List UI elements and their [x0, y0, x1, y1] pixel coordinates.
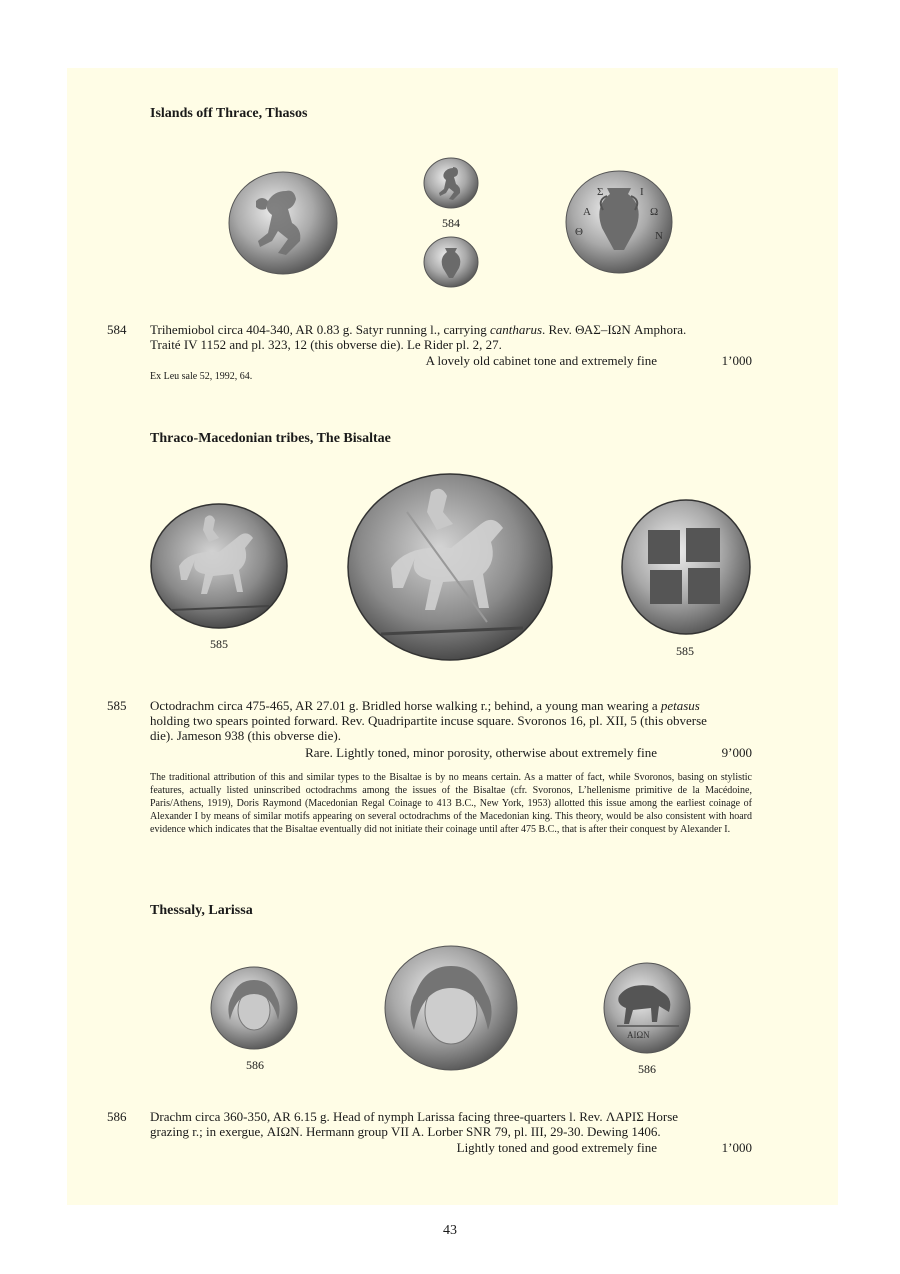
- section-heading-thasos: Islands off Thrace, Thasos: [150, 106, 308, 121]
- coin-legend-alpha: Α: [583, 206, 591, 218]
- coin-legend-theta: Θ: [575, 226, 583, 238]
- coin-legend-exergue: ΑΙΩΝ: [627, 1030, 650, 1040]
- lot-price-584: 1’000: [721, 353, 752, 368]
- lot-number-584: 584: [107, 322, 127, 337]
- coin-caption-585-right: 585: [676, 644, 694, 658]
- section-heading-larissa: Thessaly, Larissa: [150, 903, 253, 918]
- lot-description-584: Trihemiobol circa 404-340, AR 0.83 g. Satyr running l., carrying cantharus. Rev. ΘΑΣ–ΙΩΝ Amphora. Traité IV 1152 and pl. 323, 12 (this obverse die). Le Rider pl. 2, 27.: [150, 322, 687, 352]
- coin-image-586-reverse: [603, 962, 691, 1054]
- lot-grade-585: Rare. Lightly toned, minor porosity, otherwise about extremely fine 9’000: [305, 745, 752, 760]
- lot-description-585: Octodrachm circa 475-465, AR 27.01 g. Bridled horse walking r.; behind, a young man wearing a petasus holding two spears pointed forward. Rev. Quadripartite incuse square. Svoronos 16, pl. XII, 5 (this obverse die). Jameson 938 (this obverse die).: [150, 698, 707, 743]
- coin-caption-584: 584: [442, 216, 460, 230]
- coin-legend-sigma: Σ: [597, 186, 604, 198]
- lot-grade-586: Lightly toned and good extremely fine 1’000: [456, 1140, 752, 1155]
- coin-image-585-obverse-small: [149, 502, 289, 630]
- page-number: 43: [443, 1223, 457, 1238]
- coin-image-584-obverse-small: [423, 157, 479, 209]
- lot-description-586: Drachm circa 360-350, AR 6.15 g. Head of nymph Larissa facing three-quarters l. Rev. ΛΑΡΙΣ Horse grazing r.; in exergue, ΑΙΩΝ. Hermann group VII A. Lorber SNR 79, pl. III, 29-30. Dewing 1406.: [150, 1109, 679, 1139]
- coin-image-584-reverse-large: [565, 170, 673, 274]
- coin-caption-585-left: 585: [210, 637, 228, 651]
- coin-legend-nu: Ν: [655, 230, 663, 242]
- lot-price-585: 9’000: [721, 745, 752, 760]
- coin-legend-omega: Ω: [650, 206, 659, 218]
- lot-number-586: 586: [107, 1109, 127, 1124]
- coin-caption-586-right: 586: [638, 1062, 656, 1076]
- section-heading-bisaltae: Thraco-Macedonian tribes, The Bisaltae: [150, 431, 391, 446]
- coin-image-584-reverse-small: [423, 236, 479, 288]
- coin-image-585-obverse-large: [347, 472, 553, 662]
- lot-number-585: 585: [107, 698, 127, 713]
- coin-image-584-obverse-large: [228, 171, 338, 275]
- coin-image-586-obverse-small: [210, 966, 298, 1050]
- coin-image-586-obverse-large: [384, 944, 518, 1072]
- lot-grade-584: A lovely old cabinet tone and extremely fine 1’000: [425, 353, 752, 368]
- coin-legend-iota: Ι: [640, 186, 644, 198]
- coin-image-585-reverse: [620, 498, 752, 636]
- lot-note-585: The traditional attribution of this and similar types to the Bisaltae is by no means certain. As a matter of fact, while Svoronos, basing on stylistic features, actually listed uninscribed octodrachms among the issues of the Bisaltae (cfr. Svoronos, L’hellenisme primitive de la Macédoine, Paris/Athens, 1919), Doris Raymond (Macedonian Regal Coinage to 413 B.C., New York, 1953) allotted this issue among the earliest coinage of Alexander I by means of similar motifs appearing on several octodrachms of the Macedonian king. This theory, would be also consistent with hoard evidence which indicates that the Bisaltae eventually did not initiate their coinage until after 475 B.C., that is after their conquest by Alexander I.: [150, 772, 752, 835]
- lot-provenance-584: Ex Leu sale 52, 1992, 64.: [150, 371, 253, 382]
- coin-caption-586-left: 586: [246, 1058, 264, 1072]
- lot-price-586: 1’000: [721, 1140, 752, 1155]
